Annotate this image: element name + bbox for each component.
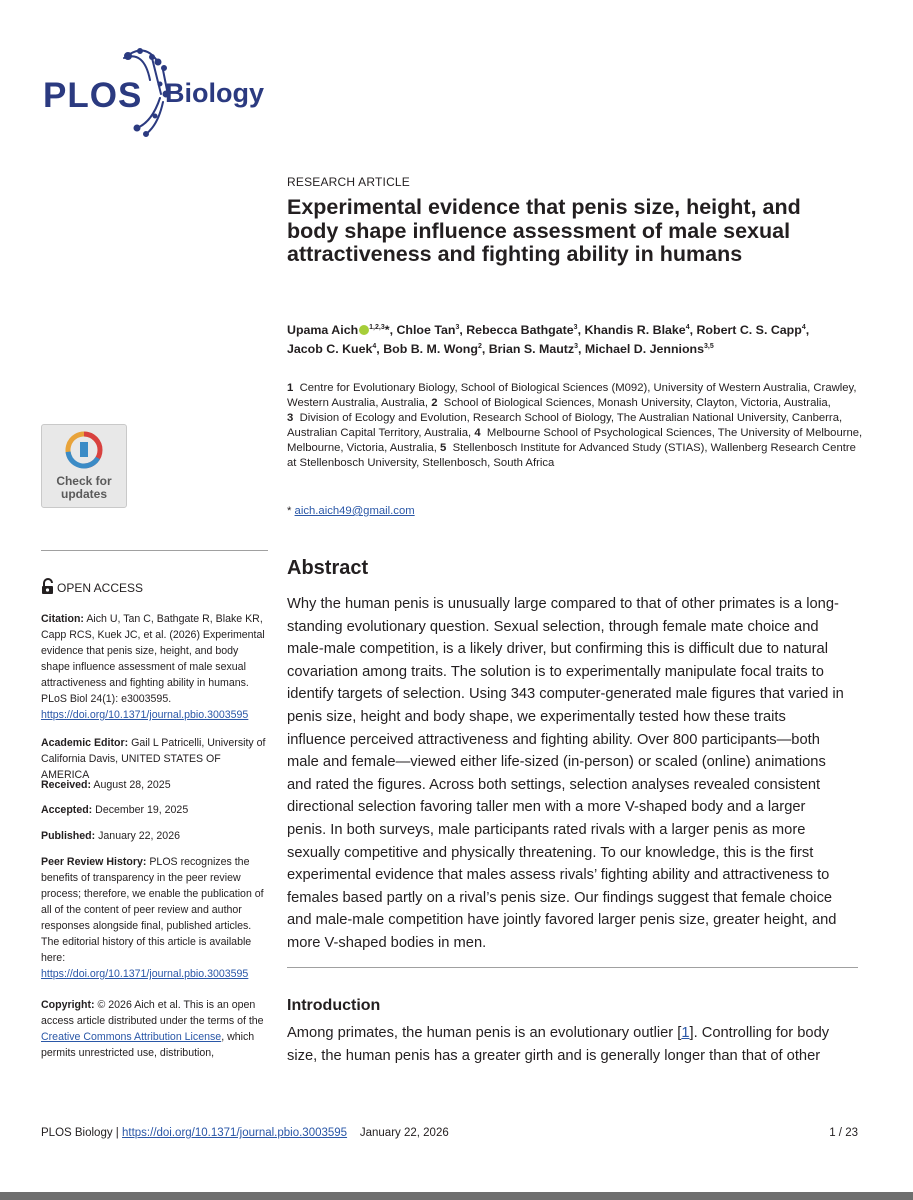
journal-logo[interactable] xyxy=(40,40,300,140)
academic-editor-text: Gail L Patricelli, University of California Davis, UNITED STATES OF AMERICA xyxy=(41,737,266,781)
author-separator: , xyxy=(578,342,585,357)
author-affiliation-sup: 4 xyxy=(372,342,377,350)
author-affiliation-sup: 4 xyxy=(801,324,806,331)
affiliation-number: 5 xyxy=(440,442,447,455)
abstract-heading: Abstract xyxy=(287,557,369,579)
author-name: Robert C. S. Capp xyxy=(696,323,802,338)
accepted-date: December 19, 2025 xyxy=(95,804,189,816)
intro-text: Among primates, the human penis is an evolutionary outlier [ xyxy=(287,1025,682,1041)
author-affiliation-sup: 3 xyxy=(455,324,460,331)
author-affiliation-sup: 3 xyxy=(573,324,578,331)
affiliations xyxy=(287,381,867,472)
academic-editor-label: Academic Editor: xyxy=(41,737,129,749)
affiliation-text: School of Biological Sciences, Monash University, Clayton, Victoria, Australia, xyxy=(443,397,831,410)
page-number: 1 / 23 xyxy=(829,1127,858,1139)
author-name: Michael D. Jennions xyxy=(584,342,705,357)
author xyxy=(466,323,584,337)
corresponding-author-marker: * xyxy=(384,323,390,338)
footer-journal: PLOS Biology xyxy=(41,1127,113,1139)
open-access-label xyxy=(41,578,143,595)
open-lock-icon xyxy=(41,578,54,595)
peer-review-text: PLOS recognizes the benefits of transparency in the peer review process; therefore, we enable the publication of all of the content of peer review and author responses alongside final, published articles. The editorial history of this article is available here: xyxy=(41,856,264,964)
correspondence xyxy=(287,505,415,517)
accepted-label: Accepted: xyxy=(41,804,93,816)
received-label: Received: xyxy=(41,779,92,791)
page-footer xyxy=(41,1127,858,1139)
author-affiliation-sup: 1,2,3 xyxy=(369,324,385,331)
author xyxy=(584,323,696,337)
author-separator: , xyxy=(376,342,384,357)
article-type: RESEARCH ARTICLE xyxy=(287,175,411,189)
check-for-updates-label: Check for updates xyxy=(56,474,112,501)
author-separator: , xyxy=(689,323,697,338)
author-affiliation-sup: 3,5 xyxy=(704,342,714,350)
affiliation-text: Melbourne School of Psychological Sciences, The University of Melbourne, Melbourne, Victoria, Australia, xyxy=(287,427,863,455)
author-affiliation-sup: 4 xyxy=(685,324,690,331)
affiliation-text: Division of Ecology and Evolution, Research School of Biology, The Australian National University, Canberra, Australian Capital Territory, Australia, xyxy=(287,412,843,440)
check-for-updates-icon xyxy=(65,430,103,470)
author xyxy=(287,342,383,356)
section-divider xyxy=(287,967,858,968)
author-affiliation-sup: 2 xyxy=(477,342,482,350)
footer-date: January 22, 2026 xyxy=(359,1127,449,1139)
copyright-text-cont: , which permits unrestricted use, distribution, xyxy=(41,1031,255,1059)
peer-review-label: Peer Review History: xyxy=(41,856,147,868)
check-for-updates-badge[interactable] xyxy=(41,424,127,508)
peer-review-link[interactable]: https://doi.org/10.1371/journal.pbio.3003595 xyxy=(41,968,249,980)
published-block xyxy=(41,828,268,844)
author-name: Chloe Tan xyxy=(396,323,456,338)
author-name: Brian S. Mautz xyxy=(488,342,575,357)
published-label: Published: xyxy=(41,830,96,842)
correspondence-marker: * xyxy=(287,505,292,517)
author-separator: , xyxy=(805,323,810,338)
copyright-block xyxy=(41,997,268,1061)
logo-brand: PLOS xyxy=(43,76,143,115)
author-name: Bob B. M. Wong xyxy=(383,342,478,357)
copyright-label: Copyright: xyxy=(41,999,95,1011)
peer-review-block xyxy=(41,854,268,982)
open-access-text: OPEN ACCESS xyxy=(57,581,144,595)
affiliation-number: 1 xyxy=(287,382,294,394)
viewer-bottom-bar xyxy=(0,1192,913,1200)
orcid-icon[interactable] xyxy=(359,325,369,335)
author-affiliation-sup: 3 xyxy=(574,342,579,350)
author xyxy=(696,323,809,337)
affiliation-number: 4 xyxy=(474,427,481,440)
introduction-body xyxy=(287,1022,847,1067)
author-name: Upama Aich xyxy=(287,323,359,338)
intro-text-cont: ]. Controlling for body size, the human penis has a greater girth and is generally longer than that of other xyxy=(287,1025,830,1064)
correspondence-email-link[interactable]: aich.aich49@gmail.com xyxy=(294,505,415,517)
copyright-text: © 2026 Aich et al. This is an open access article distributed under the terms of the xyxy=(41,999,264,1027)
sidebar-divider xyxy=(41,550,268,551)
license-link[interactable]: Creative Commons Attribution License xyxy=(41,1031,222,1043)
article-title: Experimental evidence that penis size, height, and body shape influence assessment of male sexual attractiveness and fighting ability in humans xyxy=(287,195,801,266)
received-block xyxy=(41,777,268,793)
author xyxy=(489,342,585,356)
citation-label: Citation: xyxy=(41,613,84,625)
citation-block xyxy=(41,611,268,723)
author xyxy=(287,323,396,337)
logo-journal-name: Biology xyxy=(165,78,264,108)
author-name: Rebecca Bathgate xyxy=(466,323,574,338)
affiliation-number: 2 xyxy=(431,397,438,410)
author-separator: , xyxy=(389,323,397,338)
citation-doi-link[interactable]: https://doi.org/10.1371/journal.pbio.3003595 xyxy=(41,709,249,721)
introduction-heading: Introduction xyxy=(287,997,381,1014)
author-separator: , xyxy=(459,323,467,338)
author xyxy=(585,342,714,356)
citation-text: Aich U, Tan C, Bathgate R, Blake KR, Capp RCS, Kuek JC, et al. (2026) Experimental evidence that penis size, height, and body shape influence assessment of male sexual attractiveness and fighting ability in humans. PLoS Biol 24(1): e3003595. xyxy=(41,613,265,705)
author-name: Jacob C. Kuek xyxy=(287,342,373,357)
author-separator: , xyxy=(577,323,585,338)
reference-link[interactable]: 1 xyxy=(681,1025,690,1041)
author-separator: , xyxy=(481,342,489,357)
author xyxy=(396,323,466,337)
affiliation-text: Centre for Evolutionary Biology, School of Biological Sciences (M092), University of Western Australia, Crawley, Western Australia, Australia, xyxy=(287,382,857,410)
academic-editor-block xyxy=(41,735,268,783)
accepted-block xyxy=(41,802,268,818)
abstract-body: Why the human penis is unusually large compared to that of other primates is a long-standing evolutionary question. Sexual selection, through female mate choice and male-male competition, is a likely driver, but confirming this is difficult due to natural covariation among traits. The solution is to experimentally manipulate focal traits to identify targets of selection. Using 343 computer-generated male figures that varied in penis size, height and body shape, we experimentally tested how these traits influence perceived attractiveness and fighting ability. Over 800 participants—both male and female—viewed either life-sized (in-person) or scaled (online) animations and rated the figures. Across both settings, selection analyses revealed consistent directional selection favoring taller men with a more V-shaped body and a larger penis. In both surveys, male participants rated rivals with a larger penis as more sexually competitive and physically threatening. To our knowledge, this is the first experimental evidence that males assess rivals’ fighting ability and attractiveness to females based partly on a rival’s penis size. Our findings suggest that female choice and male-male competition have jointly favored larger penis size, greater height, and more V-shaped bodies in men. xyxy=(287,596,844,951)
affiliation-text: Stellenbosch Institute for Advanced Study (STIAS), Wallenberg Research Centre at Stellenbosch University, Stellenbosch, South Africa xyxy=(287,442,856,470)
published-date: January 22, 2026 xyxy=(98,830,180,842)
affiliation-number: 3 xyxy=(287,412,294,425)
author-name: Khandis R. Blake xyxy=(584,323,686,338)
author-list xyxy=(287,320,847,358)
footer-doi-link[interactable]: https://doi.org/10.1371/journal.pbio.3003595 xyxy=(122,1127,348,1139)
footer-separator: | xyxy=(112,1127,122,1139)
author xyxy=(383,342,489,356)
received-date: August 28, 2025 xyxy=(93,779,171,791)
